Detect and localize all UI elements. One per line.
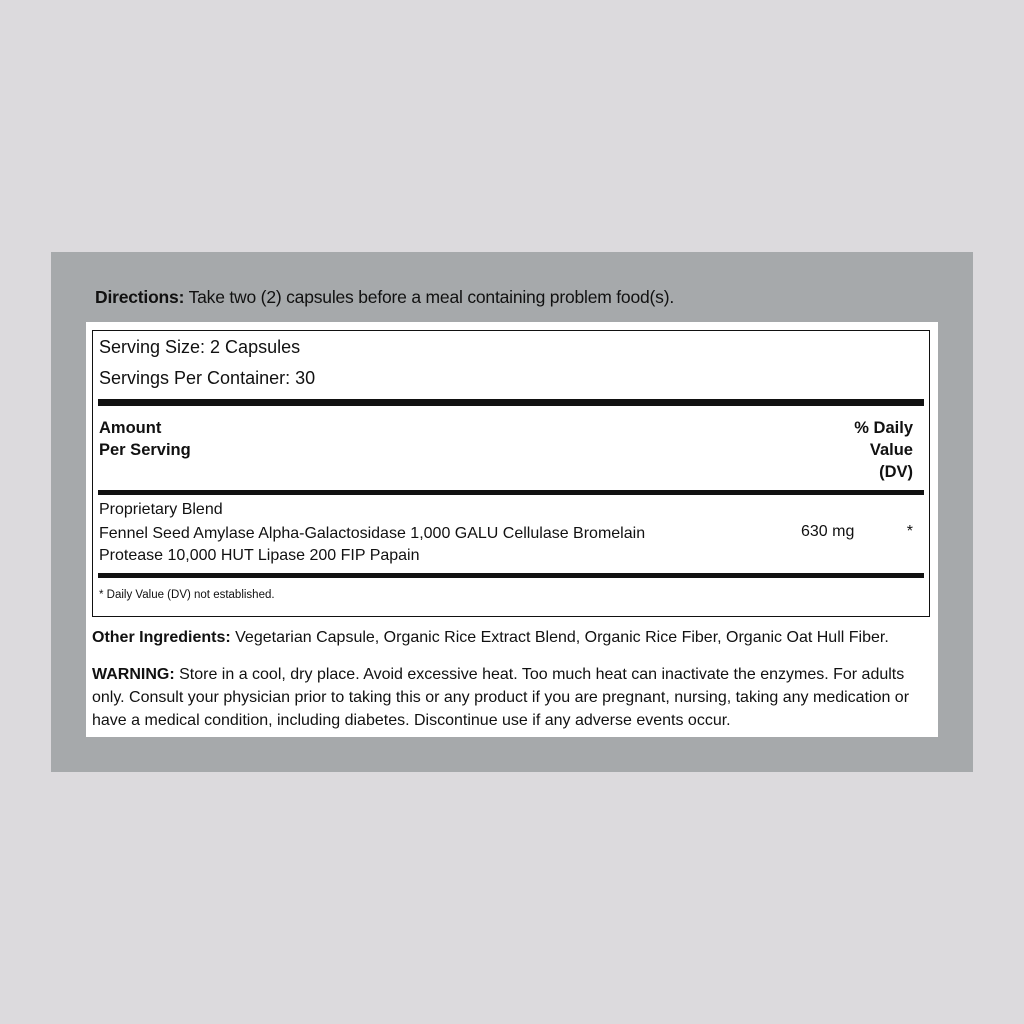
daily-value-footnote: * Daily Value (DV) not established. [99, 589, 275, 601]
other-ingredients [92, 629, 932, 647]
directions-body: Take two (2) capsules before a meal containing problem food(s). [184, 287, 674, 307]
directions-text [95, 287, 674, 308]
amount-header-line1: Amount [99, 419, 162, 437]
blend-daily-value: * [906, 523, 913, 540]
daily-value-header [823, 417, 913, 483]
servings-per-container: Servings Per Container: 30 [99, 368, 316, 388]
dv-header-line3: (DV) [879, 463, 913, 481]
supplement-facts-box [92, 330, 930, 617]
other-ingredients-label: Other Ingredients: [92, 629, 231, 646]
warning-body: Store in a cool, dry place. Avoid excessive heat. Too much heat can inactivate the enzymes. For adults only. Consult your physician prior to taking this or any product if you are pregnant, nursing, taking any medication or have a medical condition, including diabetes. Discontinue use if any adverse events occur. [92, 666, 910, 729]
proprietary-blend-title: Proprietary Blend [99, 501, 223, 518]
amount-header-line2: Per Serving [99, 441, 191, 459]
blend-amount: 630 mg [801, 523, 855, 540]
dv-header-line2: Value [869, 441, 913, 459]
directions-label: Directions: [95, 287, 185, 307]
other-ingredients-text: Vegetarian Capsule, Organic Rice Extract Blend, Organic Rice Fiber, Organic Oat Hull Fiber. [230, 629, 889, 646]
serving-size: Serving Size: 2 Capsules [99, 337, 301, 357]
top-divider [98, 399, 924, 406]
warning-label: WARNING: [92, 666, 175, 683]
header-divider [98, 490, 924, 495]
amount-per-serving-header [99, 417, 191, 461]
bottom-divider [98, 573, 924, 578]
proprietary-blend-ingredients: Fennel Seed Amylase Alpha-Galactosidase 1,000 GALU Cellulase Bromelain Protease 10,000 HUT Lipase 200 FIP Papain [99, 525, 646, 564]
dv-header-line1: % Daily [854, 419, 913, 437]
warning-text [92, 663, 932, 732]
